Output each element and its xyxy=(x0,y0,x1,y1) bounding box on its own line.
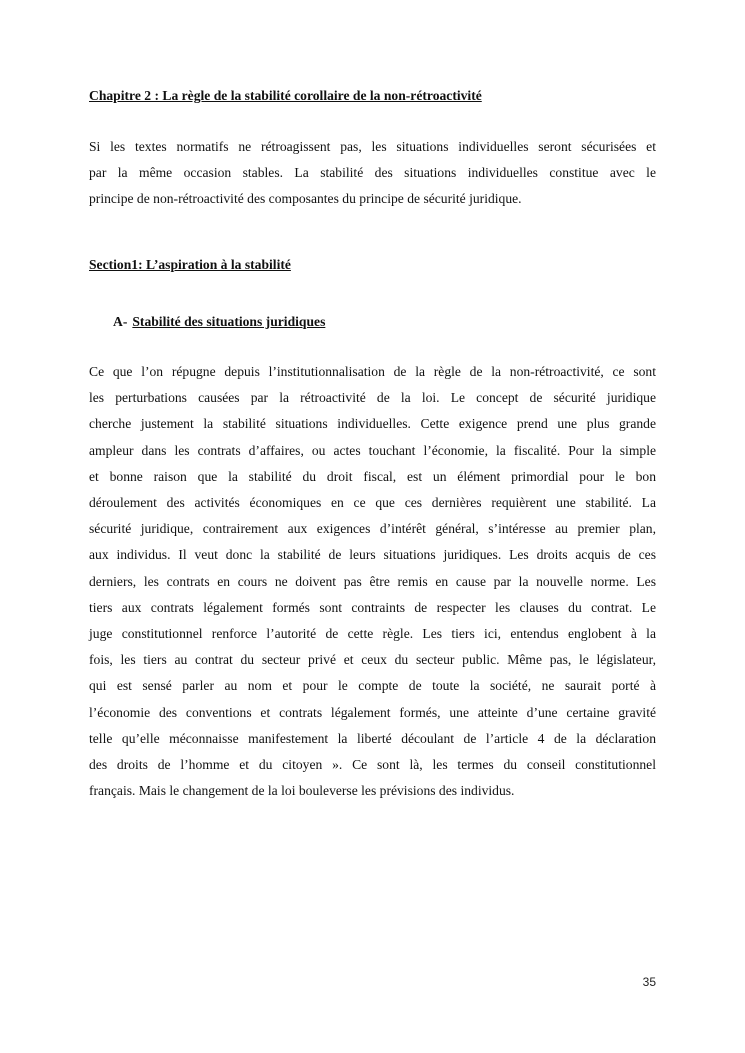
chapter-title: Chapitre 2 : La règle de la stabilité corollaire de la non-rétroactivité xyxy=(89,88,482,103)
body-line: juge constitutionnel renforce l’autorité de cette règle. Les tiers ici, entendus englobent à la xyxy=(89,626,656,642)
intro-line: principe de non-rétroactivité des composantes du principe de sécurité juridique. xyxy=(89,191,522,207)
body-line: des droits de l’homme et du citoyen ». Ce sont là, les termes du conseil constitutionnel xyxy=(89,757,656,773)
page-number: 35 xyxy=(642,975,656,989)
body-line: tiers aux contrats légalement formés sont contraints de respecter les clauses du contrat. Le xyxy=(89,599,656,615)
body-line: Ce que l’on répugne depuis l’institutionnalisation de la règle de la non-rétroactivité, ce sont xyxy=(89,364,656,379)
intro-line: Si les textes normatifs ne rétroagissent pas, les situations individuelles seront sécurisées et xyxy=(89,139,656,154)
body-line: fois, les tiers au contrat du secteur privé et ceux du secteur public. Même pas, le législateur, xyxy=(89,652,656,668)
body-line: aux individus. Il veut donc la stabilité de leurs situations juridiques. Les droits acquis de ces xyxy=(89,547,656,563)
body-line: sécurité juridique, contrairement aux exigences d’intérêt général, s’intéresse au premier plan, xyxy=(89,521,656,537)
body-line: qui est sensé parler au nom et pour le compte de toute la société, ne saurait porté à xyxy=(89,678,656,694)
body-line: derniers, les contrats en cours ne doivent pas être remis en cause par la nouvelle norme. Les xyxy=(89,573,656,589)
body-line: et bonne raison que la stabilité du droit fiscal, est un élément primordial pour le bon xyxy=(89,468,656,484)
body-line: déroulement des activités économiques en ce que ces dernières requièrent une stabilité. La xyxy=(89,495,656,511)
body-paragraph xyxy=(89,359,656,804)
intro-paragraph xyxy=(89,134,656,213)
intro-line: par la même occasion stables. La stabilité des situations individuelles constitue avec le xyxy=(89,165,656,181)
body-line: français. Mais le changement de la loi bouleverse les prévisions des individus. xyxy=(89,783,515,799)
body-line: ampleur dans les contrats d’affaires, ou actes touchant l’économie, la fiscalité. Pour la simple xyxy=(89,442,656,458)
body-line: l’économie des conventions et contrats légalement formés, une atteinte d’une certaine gravité xyxy=(89,704,656,720)
subsection-letter: A- xyxy=(113,314,128,329)
section-title: Section1: L’aspiration à la stabilité xyxy=(89,257,291,272)
subsection-heading xyxy=(113,314,325,330)
body-line: cherche justement la stabilité situations individuelles. Cette exigence prend une plus grande xyxy=(89,416,656,432)
body-line: telle qu’elle méconnaisse manifestement la liberté découlant de l’article 4 de la déclaration xyxy=(89,730,656,746)
body-line: les perturbations causées par la rétroactivité de la loi. Le concept de sécurité juridique xyxy=(89,390,656,406)
subsection-title: Stabilité des situations juridiques xyxy=(132,314,326,329)
